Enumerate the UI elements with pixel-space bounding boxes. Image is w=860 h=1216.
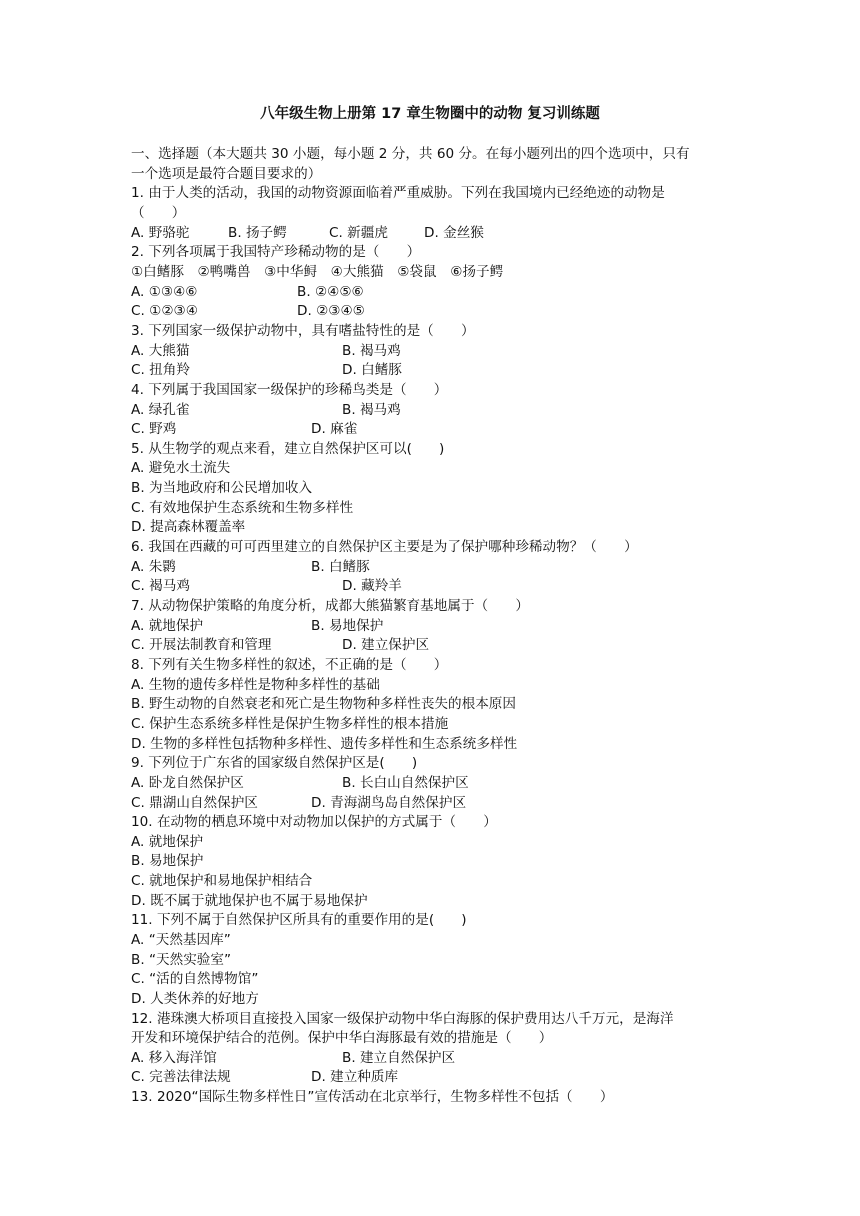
question-1-stem-cont: （ ） — [131, 205, 186, 221]
q1-option-c: C. 新疆虎 — [329, 225, 388, 241]
q5-option-c: C. 有效地保护生态系统和生物多样性 — [131, 500, 354, 516]
q12-option-a: A. 移入海洋馆 — [131, 1050, 217, 1066]
q8-option-a: A. 生物的遗传多样性是物种多样性的基础 — [131, 677, 380, 693]
q7-option-d: D. 建立保护区 — [342, 637, 430, 653]
q6-option-a: A. 朱鹮 — [131, 559, 176, 575]
section-heading-line-2: 一个选项是最符合题目要求的） — [131, 166, 322, 182]
q7-option-c: C. 开展法制教育和管理 — [131, 637, 272, 653]
q5-option-a: A. 避免水土流失 — [131, 460, 231, 476]
q10-option-c: C. 就地保护和易地保护相结合 — [131, 873, 313, 889]
question-11-stem: 11. 下列不属于自然保护区所具有的重要作用的是( ) — [131, 912, 467, 928]
question-5-stem: 5. 从生物学的观点来看，建立自然保护区可以( ) — [131, 441, 445, 457]
q4-option-d: D. 麻雀 — [311, 421, 358, 437]
question-7-stem: 7. 从动物保护策略的角度分析，成都大熊猫繁育基地属于（ ） — [131, 598, 529, 614]
q3-option-a: A. 大熊猫 — [131, 343, 190, 359]
q6-option-b: B. 白鳍豚 — [311, 559, 370, 575]
question-4-stem: 4. 下列属于我国国家一级保护的珍稀鸟类是（ ） — [131, 382, 448, 398]
section-heading-line-1: 一、选择题（本大题共 30 小题，每小题 2 分，共 60 分。在每小题列出的四个选项中，只有 — [131, 146, 690, 162]
q9-option-b: B. 长白山自然保护区 — [342, 775, 469, 791]
q8-option-c: C. 保护生态系统多样性是保护生物多样性的根本措施 — [131, 716, 449, 732]
question-3-stem: 3. 下列国家一级保护动物中，具有嗜盐特性的是（ ） — [131, 323, 475, 339]
question-12-stem: 12. 港珠澳大桥项目直接投入国家一级保护动物中华白海豚的保护费用达八千万元，是海洋 — [131, 1011, 674, 1027]
q11-option-b: B. “天然实验室” — [131, 952, 232, 968]
question-13-stem: 13. 2020“国际生物多样性日”宣传活动在北京举行，生物多样性不包括（ ） — [131, 1089, 614, 1105]
question-8-stem: 8. 下列有关生物多样性的叙述，不正确的是（ ） — [131, 657, 448, 673]
q7-option-b: B. 易地保护 — [311, 618, 384, 634]
q10-option-b: B. 易地保护 — [131, 853, 204, 869]
q5-option-b: B. 为当地政府和公民增加收入 — [131, 480, 313, 496]
q2-option-c: C. ①②③④ — [131, 303, 198, 319]
page-title: 八年级生物上册第 17 章生物圈中的动物 复习训练题 — [260, 106, 600, 122]
q11-option-d: D. 人类休养的好地方 — [131, 991, 259, 1007]
question-2-stem: 2. 下列各项属于我国特产珍稀动物的是（ ） — [131, 244, 421, 260]
q10-option-d: D. 既不属于就地保护也不属于易地保护 — [131, 893, 368, 909]
q8-option-d: D. 生物的多样性包括物种多样性、遗传多样性和生态系统多样性 — [131, 736, 518, 752]
question-6-stem: 6. 我国在西藏的可可西里建立的自然保护区主要是为了保护哪种珍稀动物？（ ） — [131, 539, 638, 555]
q3-option-c: C. 扭角羚 — [131, 362, 190, 378]
q12-option-c: C. 完善法律法规 — [131, 1069, 231, 1085]
q4-option-a: A. 绿孔雀 — [131, 402, 190, 418]
q9-option-a: A. 卧龙自然保护区 — [131, 775, 244, 791]
q12-option-d: D. 建立种质库 — [311, 1069, 399, 1085]
q4-option-b: B. 褐马鸡 — [342, 402, 401, 418]
q9-option-c: C. 鼎湖山自然保护区 — [131, 795, 258, 811]
question-10-stem: 10. 在动物的栖息环境中对动物加以保护的方式属于（ ） — [131, 814, 497, 830]
question-2-items: ①白鳍豚 ②鸭嘴兽 ③中华鲟 ④大熊猫 ⑤袋鼠 ⑥扬子鳄 — [131, 264, 504, 280]
q3-option-b: B. 褐马鸡 — [342, 343, 401, 359]
question-1-stem: 1. 由于人类的活动，我国的动物资源面临着严重威胁。下列在我国境内已经绝迹的动物是 — [131, 185, 665, 201]
q12-option-b: B. 建立自然保护区 — [342, 1050, 456, 1066]
q10-option-a: A. 就地保护 — [131, 834, 204, 850]
q11-option-a: A. “天然基因库” — [131, 932, 231, 948]
q6-option-c: C. 褐马鸡 — [131, 578, 190, 594]
q7-option-a: A. 就地保护 — [131, 618, 204, 634]
q2-option-b: B. ②④⑤⑥ — [297, 284, 364, 300]
q6-option-d: D. 藏羚羊 — [342, 578, 402, 594]
q2-option-d: D. ②③④⑤ — [297, 303, 365, 319]
question-9-stem: 9. 下列位于广东省的国家级自然保护区是( ) — [131, 755, 418, 771]
q9-option-d: D. 青海湖鸟岛自然保护区 — [311, 795, 467, 811]
q5-option-d: D. 提高森林覆盖率 — [131, 519, 246, 535]
q1-option-b: B. 扬子鳄 — [228, 225, 287, 241]
q4-option-c: C. 野鸡 — [131, 421, 177, 437]
q8-option-b: B. 野生动物的自然衰老和死亡是生物物种多样性丧失的根本原因 — [131, 696, 516, 712]
q11-option-c: C. “活的自然博物馆” — [131, 971, 259, 987]
q1-option-d: D. 金丝猴 — [424, 225, 484, 241]
q3-option-d: D. 白鳍豚 — [342, 362, 402, 378]
question-12-stem-cont: 开发和环境保护结合的范例。保护中华白海豚最有效的措施是（ ） — [131, 1030, 553, 1046]
q1-option-a: A. 野骆驼 — [131, 225, 190, 241]
q2-option-a: A. ①③④⑥ — [131, 284, 198, 300]
